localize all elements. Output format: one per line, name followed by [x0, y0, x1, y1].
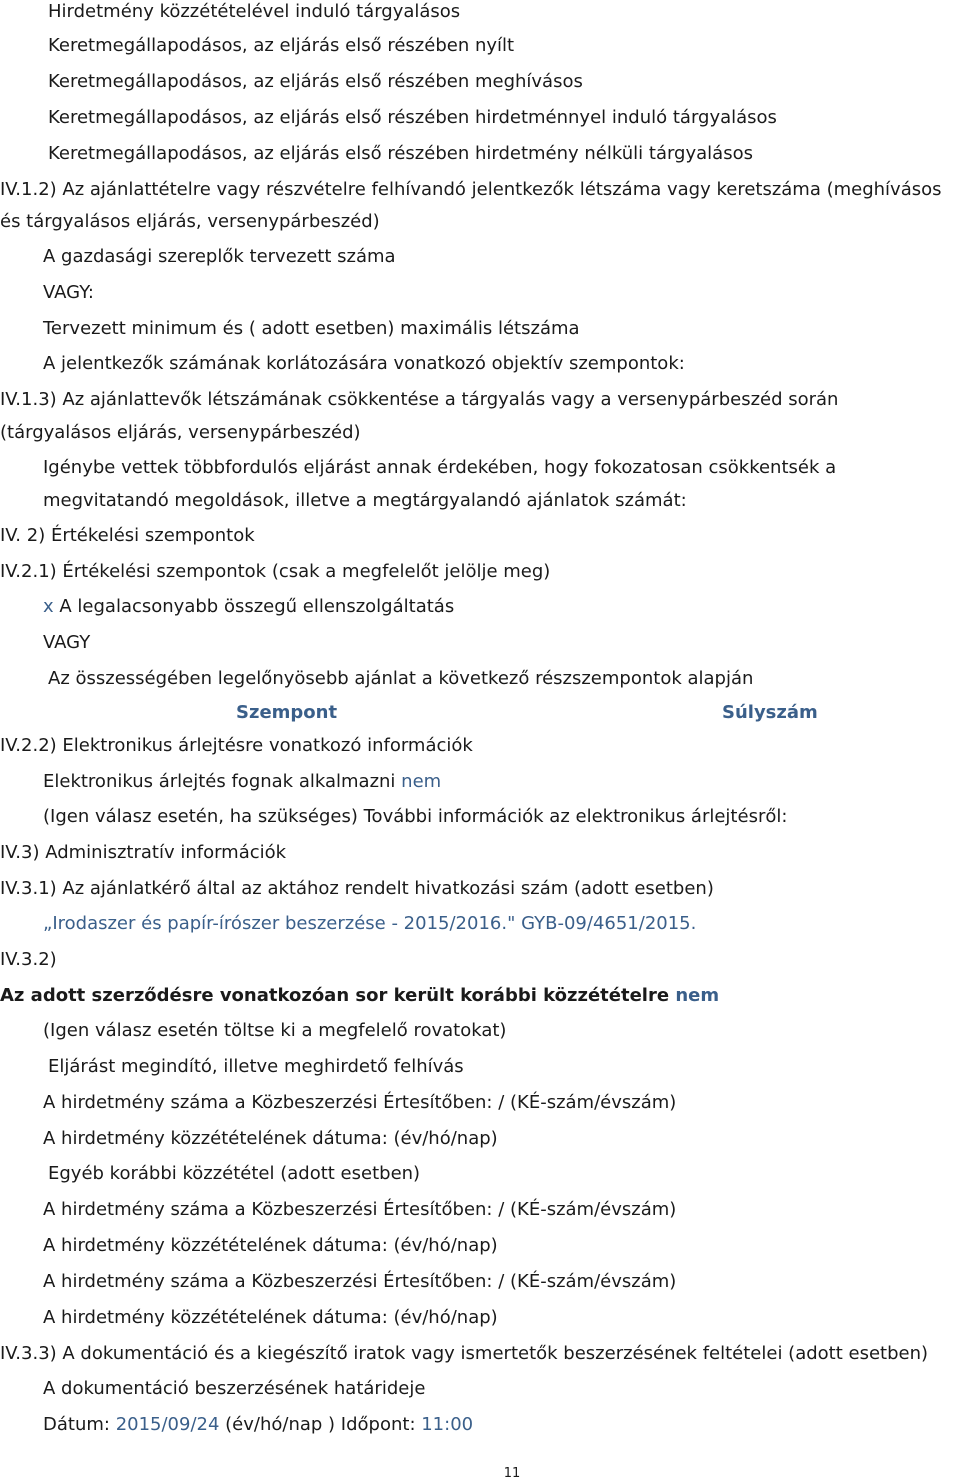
text-line: megvitatandó megoldások, illetve a megtárgyalandó ajánlatok számát: — [43, 490, 687, 511]
reference-number: „Irodaszer és papír-írószer beszerzése - 2015/2016." GYB-09/4651/2015. — [43, 913, 697, 934]
text-line: és tárgyalásos eljárás, versenypárbeszéd) — [0, 211, 380, 232]
prior-publication-line — [0, 984, 719, 1008]
text-line: Hirdetmény közzétételével induló tárgyalásos — [48, 1, 461, 22]
text-line: (Igen válasz esetén, ha szükséges) További információk az elektronikus árlejtésről: — [43, 806, 788, 827]
text-line: Keretmegállapodásos, az eljárás első részében nyílt — [48, 35, 515, 56]
text-line: Keretmegállapodásos, az eljárás első részében meghívásos — [48, 71, 583, 92]
text-line: Tervezett minimum és ( adott esetben) maximális létszáma — [43, 318, 580, 339]
text-line: A hirdetmény száma a Közbeszerzési Értesítőben: / (KÉ-szám/évszám) — [43, 1271, 677, 1292]
text-line: VAGY: — [43, 282, 94, 303]
text-line: A hirdetmény közzétételének dátuma: (év/hó/nap) — [43, 1307, 498, 1328]
text-line: A hirdetmény közzétételének dátuma: (év/hó/nap) — [43, 1128, 498, 1149]
section-heading-iv-1-3: IV.1.3) Az ajánlattevők létszámának csökkentése a tárgyalás vagy a versenypárbeszéd során — [0, 389, 839, 410]
text-line: A hirdetmény közzétételének dátuma: (év/hó/nap) — [43, 1235, 498, 1256]
deadline-line — [43, 1413, 473, 1437]
section-heading-iv-2: IV. 2) Értékelési szempontok — [0, 525, 255, 546]
section-heading-iv-2-2: IV.2.2) Elektronikus árlejtésre vonatkozó információk — [0, 735, 473, 756]
szempont-header: Szempont — [236, 702, 338, 723]
section-heading-iv-3-3: IV.3.3) A dokumentáció és a kiegészítő iratok vagy ismertetők beszerzésének feltételei (adott esetben) — [0, 1343, 929, 1364]
time-label: (év/hó/nap ) Időpont: — [219, 1414, 422, 1435]
electronic-auction-label: Elektronikus árlejtés fognak alkalmazni — [43, 771, 402, 792]
electronic-auction-line — [43, 770, 441, 794]
date-label: Dátum: — [43, 1414, 116, 1435]
sulyszam-header: Súlyszám — [722, 702, 818, 723]
section-heading-iv-1-2: IV.1.2) Az ajánlattételre vagy részvételre felhívandó jelentkezők létszáma vagy keretszáma (meghívásos — [0, 179, 942, 200]
selected-criterion — [43, 595, 454, 619]
prior-publication-value: nem — [675, 985, 720, 1006]
text-line: A hirdetmény száma a Közbeszerzési Értesítőben: / (KÉ-szám/évszám) — [43, 1199, 677, 1220]
page-number: 11 — [503, 1466, 521, 1481]
time-value: 11:00 — [421, 1414, 474, 1435]
section-heading-iv-3-2: IV.3.2) — [0, 949, 57, 970]
text-line: A hirdetmény száma a Közbeszerzési Értesítőben: / (KÉ-szám/évszám) — [43, 1092, 677, 1113]
criterion-label: A legalacsonyabb összegű ellenszolgáltatás — [59, 596, 455, 617]
prior-publication-label: Az adott szerződésre vonatkozóan sor került korábbi közzétételre — [0, 985, 676, 1006]
text-line: Eljárást megindító, illetve meghirdető felhívás — [48, 1056, 464, 1077]
text-line: Egyéb korábbi közzététel (adott esetben) — [48, 1163, 421, 1184]
text-line: Keretmegállapodásos, az eljárás első részében hirdetmény nélküli tárgyalásos — [48, 143, 753, 164]
text-line: Az összességében legelőnyösebb ajánlat a következő részszempontok alapján — [48, 668, 754, 689]
date-value: 2015/09/24 — [115, 1414, 220, 1435]
text-line: A jelentkezők számának korlátozására vonatkozó objektív szempontok: — [43, 353, 685, 374]
text-line: VAGY — [43, 632, 91, 653]
electronic-auction-value: nem — [401, 771, 442, 792]
text-line: A gazdasági szereplők tervezett száma — [43, 246, 396, 267]
selected-mark: x — [43, 596, 54, 617]
text-line: A dokumentáció beszerzésének határideje — [43, 1378, 426, 1399]
section-heading-iv-3-1: IV.3.1) Az ajánlatkérő által az aktához rendelt hivatkozási szám (adott esetben) — [0, 878, 714, 899]
section-heading-iv-3: IV.3) Adminisztratív információk — [0, 842, 287, 863]
text-line: Keretmegállapodásos, az eljárás első részében hirdetménnyel induló tárgyalásos — [48, 107, 777, 128]
section-heading-iv-2-1: IV.2.1) Értékelési szempontok (csak a megfelelőt jelölje meg) — [0, 561, 551, 582]
text-line: (Igen válasz esetén töltse ki a megfelelő rovatokat) — [43, 1020, 507, 1041]
text-line: (tárgyalásos eljárás, versenypárbeszéd) — [0, 422, 361, 443]
text-line: Igénybe vettek többfordulós eljárást annak érdekében, hogy fokozatosan csökkentsék a — [43, 457, 837, 478]
